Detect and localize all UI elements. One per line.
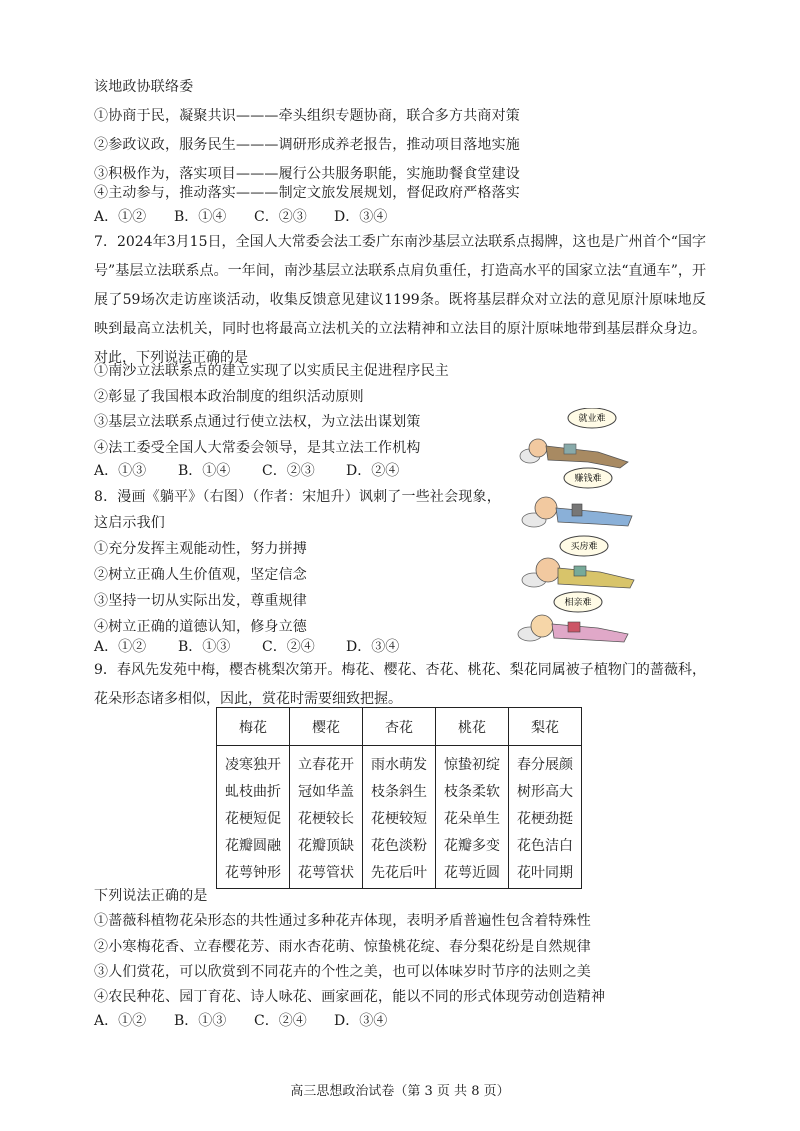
q8-option-a: A．①② [94,639,147,655]
q8-stem-line-2: 这启示我们 [94,515,165,531]
flower-header-peach: 桃花 [436,708,509,746]
trait: 凌寒独开 [225,756,281,773]
q9-item-4: ④农民种花、园丁育花、诗人咏花、画家画花，能以不同的形式体现劳动创造精神 [94,989,606,1005]
q8-item-4: ④树立正确的道德认知，修身立德 [94,619,307,635]
q6-item-4: ④主动参与，推动落实———制定文旅发展规划，督促政府严格落实 [94,185,520,201]
q6-item-1: ①协商于民，凝聚共识———牵头组织专题协商，联合多方共商对策 [94,108,520,124]
trait: 立春花开 [298,756,354,773]
q8-option-c: C．②④ [262,639,315,655]
q7-option-d: D．②④ [346,463,400,479]
q8-item-2: ②树立正确人生价值观，坚定信念 [94,567,307,583]
trait: 冠如华盖 [298,783,354,800]
flower-table-body-row [217,746,582,889]
q7-option-a: A．①③ [94,463,147,479]
cartoon-bubble-1: 就业难 [578,414,606,424]
trait: 惊蛰初绽 [444,756,500,773]
q9-item-1: ①蔷薇科植物花朵形态的共性通过多种花卉体现，表明矛盾普遍性包含着特殊性 [94,913,591,929]
flower-cell-plum [217,746,290,889]
q7-item-4: ④法工委受全国人大常委会领导，是其立法工作机构 [94,440,421,456]
trait: 树形高大 [517,783,573,800]
cartoon-bubble-4: 相亲难 [564,598,592,608]
trait: 花梗劲挺 [517,810,573,827]
cartoon-figure-3 [522,536,634,588]
trait: 花色淡粉 [371,837,427,854]
q9-item-2: ②小寒梅花香、立春樱花芳、雨水杏花萌、惊蛰桃花绽、春分梨花纷是自然规律 [94,939,591,955]
q8-item-3: ③坚持一切从实际出发，尊重规律 [94,593,307,609]
trait: 花梗较短 [371,810,427,827]
trait: 雨水萌发 [371,756,427,773]
trait: 先花后叶 [371,864,427,881]
flower-header-apricot: 杏花 [363,708,436,746]
q6-option-b: B．①④ [174,209,227,225]
trait: 花梗短促 [225,810,281,827]
q6-option-d: D．③④ [334,209,388,225]
flower-table [216,707,582,889]
q9-item-3: ③人们赏花，可以欣赏到不同花卉的个性之美，也可以体味岁时节序的法则之美 [94,964,591,980]
cartoon-figure-2 [522,468,632,527]
trait: 虬枝曲折 [225,783,281,800]
q7-stem: 7．2024年3月15日，全国人大常委会法工委广东南沙基层立法联系点揭牌，这也是广州首个“国字号”基层立法联系点。一年间，南沙基层立法联系点肩负重任，打造高水平的国家立法“直通车”，开展了59场次走访座谈活动，收集反馈意见建议1199条。既将基层群众对立法的意见原汁原味地反映到最高立法机关，同时也将最高立法机关的立法精神和立法目的原汁原味地带到基层群众身边。对此，下列说法正确的是 [94,234,706,366]
flower-header-cherry: 樱花 [290,708,363,746]
trait: 花萼钟形 [225,864,281,881]
q9-stem: 9．春风先发苑中梅，樱杏桃梨次第开。梅花、樱花、杏花、桃花、梨花同属被子植物门的蔷薇科，花朵形态诸多相似，因此，赏花时需要细致把握。 [94,662,706,707]
q8-option-d: D．③④ [346,639,400,655]
q9-options [94,1010,387,1032]
trait: 枝条斜生 [371,783,427,800]
q6-intro: 该地政协联络委 [94,79,194,95]
flower-cell-cherry [290,746,363,889]
trait: 花叶同期 [517,864,573,881]
flower-header-plum: 梅花 [217,708,290,746]
trait: 花朵单生 [444,810,500,827]
q7-item-2: ②彰显了我国根本政治制度的组织活动原则 [94,389,364,405]
q7-item-3: ③基层立法联系点通过行使立法权，为立法出谋划策 [94,414,421,430]
trait: 花瓣多变 [444,837,500,854]
q7-option-c: C．②③ [262,463,315,479]
q8-option-b: B．①③ [178,639,231,655]
q7-options [94,460,399,482]
q6-option-a: A．①② [94,209,147,225]
q9-option-d: D．③④ [334,1013,388,1029]
cartoon-bubble-2: 赚钱难 [574,474,602,484]
flower-cell-pear [509,746,582,889]
trait: 春分展颜 [517,756,573,773]
page-footer: 高三思想政治试卷（第 3 页 共 8 页） [290,1084,510,1099]
q6-options [94,206,387,228]
q9-option-b: B．①③ [174,1013,227,1029]
cartoon-bubble-3: 买房难 [570,542,598,552]
trait: 花瓣圆融 [225,837,281,854]
trait: 花萼近圆 [444,864,500,881]
q9-prompt: 下列说法正确的是 [94,888,208,904]
trait: 花色洁白 [517,837,573,854]
flower-cell-apricot [363,746,436,889]
q9-option-a: A．①② [94,1013,147,1029]
flower-header-pear: 梨花 [509,708,582,746]
q9-option-c: C．②④ [254,1013,307,1029]
trait: 花瓣顶缺 [298,837,354,854]
q6-item-2: ②参政议政，服务民生———调研形成养老报告，推动项目落地实施 [94,137,520,153]
q7-option-b: B．①④ [178,463,231,479]
q6-item-3: ③积极作为，落实项目———履行公共服务职能，实施助餐食堂建设 [94,166,520,182]
flower-cell-peach [436,746,509,889]
trait: 枝条柔软 [444,783,500,800]
q6-option-c: C．②③ [254,209,307,225]
cartoon-figure-1 [520,408,628,468]
q7-item-1: ①南沙立法联系点的建立实现了以实质民主促进程序民主 [94,363,449,379]
q8-options [94,636,399,658]
cartoon-figure-4 [518,592,628,642]
trait: 花梗较长 [298,810,354,827]
trait: 花萼管状 [298,864,354,881]
q8-item-1: ①充分发挥主观能动性，努力拼搏 [94,541,307,557]
q8-stem-line-1: 8．漫画《躺平》（右图）（作者：宋旭升）讽刺了一些社会现象， [94,489,501,505]
lying-flat-cartoon [508,408,638,648]
flower-table-header-row [217,708,582,746]
